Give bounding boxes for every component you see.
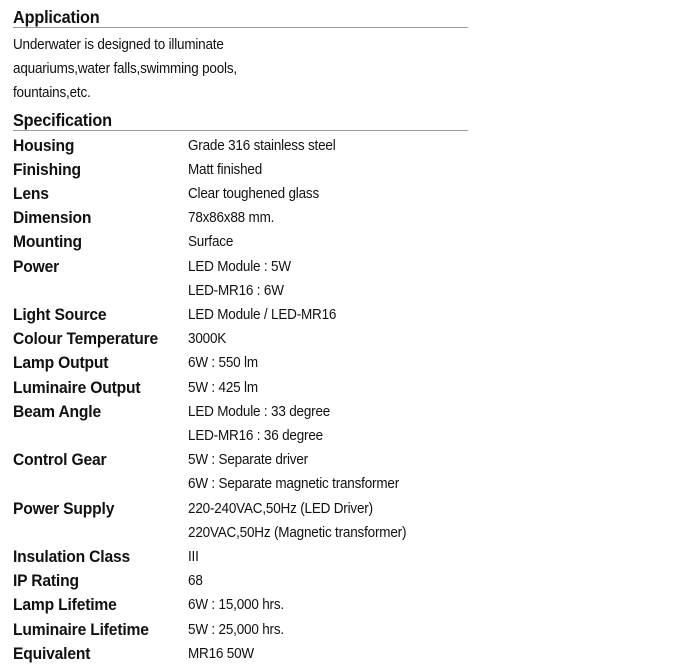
spec-value: 5W : Separate driver: [188, 452, 308, 469]
spec-row: [13, 400, 468, 448]
spec-values: [188, 642, 468, 666]
spec-row: [13, 593, 468, 617]
spec-value: 6W : 550 lm: [188, 355, 258, 372]
spec-value: Matt finished: [188, 161, 263, 178]
spec-row: [13, 642, 468, 666]
spec-values: [188, 593, 468, 617]
spec-value: 5W : 25,000 hrs.: [188, 621, 284, 638]
spec-row: [13, 303, 468, 327]
spec-values: [188, 545, 468, 569]
spec-value: 6W : Separate magnetic transformer: [188, 476, 400, 493]
spec-values: [188, 303, 468, 327]
spec-label: Insulation Class: [13, 547, 130, 567]
spec-values: [188, 158, 468, 182]
spec-values: [188, 448, 468, 496]
spec-label: Dimension: [13, 208, 92, 228]
spec-value: III: [188, 549, 199, 566]
spec-label: Luminaire Output: [13, 377, 141, 397]
spec-label: Mounting: [13, 232, 82, 252]
spec-value: LED Module / LED-MR16: [188, 307, 337, 324]
spec-values: [188, 351, 468, 375]
spec-value: 220-240VAC,50Hz (LED Driver): [188, 500, 373, 517]
spec-value: 68: [188, 573, 203, 590]
application-section: [13, 7, 468, 27]
spec-value: 78x86x88 mm.: [188, 210, 275, 227]
spec-values: [188, 255, 468, 303]
spec-label: Control Gear: [13, 450, 107, 470]
specification-table: [13, 134, 468, 666]
spec-row: [13, 351, 468, 375]
spec-value: 5W : 425 lm: [188, 379, 258, 396]
application-heading: Application: [13, 7, 100, 27]
spec-label: Lens: [13, 184, 49, 204]
spec-values: [188, 230, 468, 254]
spec-values: [188, 134, 468, 158]
spec-row: [13, 545, 468, 569]
spec-value: LED Module : 5W: [188, 258, 291, 275]
spec-value: 3000K: [188, 331, 227, 348]
spec-label: Colour Temperature: [13, 329, 159, 349]
spec-label: Lamp Lifetime: [13, 595, 117, 615]
spec-row: [13, 376, 468, 400]
application-line: fountains,etc.: [13, 85, 91, 102]
spec-values: [188, 376, 468, 400]
spec-values: [188, 400, 468, 448]
spec-label: Lamp Output: [13, 353, 109, 373]
spec-label: Equivalent: [13, 643, 91, 663]
spec-value: LED Module : 33 degree: [188, 403, 331, 420]
spec-value: LED-MR16 : 36 degree: [188, 428, 323, 445]
spec-value: Grade 316 stainless steel: [188, 137, 336, 154]
spec-values: [188, 618, 468, 642]
spec-row: [13, 448, 468, 496]
spec-values: [188, 497, 468, 545]
spec-row: [13, 497, 468, 545]
application-line: aquariums,water falls,swimming pools,: [13, 61, 237, 78]
spec-row: [13, 134, 468, 158]
application-description: [13, 33, 292, 106]
spec-row: [13, 255, 468, 303]
spec-value: LED-MR16 : 6W: [188, 282, 284, 299]
spec-values: [188, 206, 468, 230]
spec-label: Beam Angle: [13, 401, 101, 421]
specification-divider: [13, 130, 468, 131]
spec-row: [13, 327, 468, 351]
spec-values: [188, 569, 468, 593]
spec-values: [188, 327, 468, 351]
spec-sheet: [13, 7, 468, 666]
spec-label: Luminaire Lifetime: [13, 619, 149, 639]
spec-label: Housing: [13, 135, 75, 155]
spec-label: Power Supply: [13, 498, 115, 518]
spec-label: Light Source: [13, 305, 107, 325]
spec-value: Clear toughened glass: [188, 186, 320, 203]
spec-label: IP Rating: [13, 571, 79, 591]
spec-row: [13, 182, 468, 206]
spec-label: Power: [13, 256, 60, 276]
spec-value: MR16 50W: [188, 645, 254, 662]
spec-row: [13, 230, 468, 254]
spec-values: [188, 182, 468, 206]
spec-row: [13, 569, 468, 593]
application-line: Underwater is designed to illuminate: [13, 37, 224, 53]
spec-row: [13, 206, 468, 230]
spec-value: Surface: [188, 234, 234, 251]
spec-value: 220VAC,50Hz (Magnetic transformer): [188, 524, 407, 541]
application-divider: [13, 27, 468, 28]
specification-heading: Specification: [13, 109, 112, 130]
spec-value: 6W : 15,000 hrs.: [188, 597, 284, 614]
spec-label: Finishing: [13, 159, 81, 179]
spec-row: [13, 618, 468, 642]
specification-section: [13, 110, 468, 130]
spec-row: [13, 158, 468, 182]
